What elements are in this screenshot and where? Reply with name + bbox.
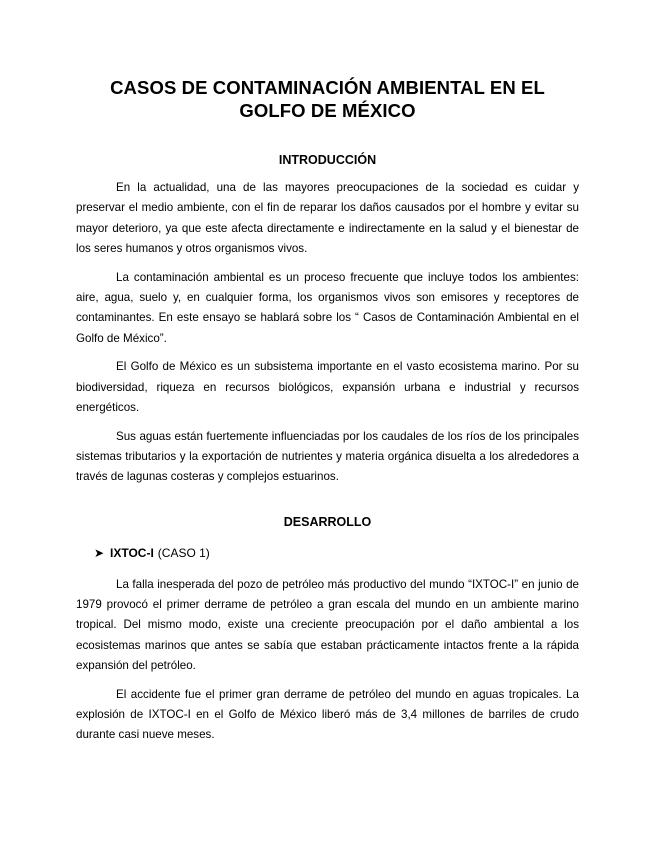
document-title	[76, 76, 579, 122]
document-title-line-1: CASOS DE CONTAMINACIÓN AMBIENTAL EN EL	[110, 77, 545, 98]
section-heading-introduccion: INTRODUCCIÓN	[278, 153, 377, 167]
arrowhead-bullet-icon: ➤	[94, 545, 105, 560]
case-1-paragraph-1: La falla inesperada del pozo de petróleo más productivo del mundo “IXTOC-I” en junio de 1979 provocó el primer derrame de petróleo a gran escala del mundo en un ambiente marino tropical. Del mismo modo, existe una creciente preocupación por el daño ambiental a los ecosistemas marinos que antes se sabía que estaban prácticamente intactos frente a la rápida expansión del petróleo.	[76, 577, 579, 672]
intro-paragraph-2: La contaminación ambiental es un proceso frecuente que incluye todos los ambientes: aire, agua, suelo y, en cualquier forma, los organismos vivos son emisores y receptores de contaminantes. En este ensayo se hablará sobre los “ Casos de Contaminación Ambiental en el Golfo de México”.	[76, 270, 579, 345]
section-heading-desarrollo: DESARROLLO	[283, 514, 372, 529]
case-1-heading	[76, 543, 579, 563]
document-title-line-2: GOLFO DE MÉXICO	[239, 100, 416, 121]
intro-paragraph-4: Sus aguas están fuertemente influenciadas por los caudales de los ríos de los principales sistemas tributarios y la exportación de nutrientes y materia orgánica disuelta a los alrededores a través de lagunas costeras y complejos estuarinos.	[76, 429, 579, 484]
intro-paragraph-3: El Golfo de México es un subsistema importante en el vasto ecosistema marino. Por su biodiversidad, riqueza en recursos biológicos, expansión urbana e industrial y recursos energéticos.	[76, 360, 579, 414]
intro-paragraph-1: En la actualidad, una de las mayores preocupaciones de la sociedad es cuidar y preservar el medio ambiente, con el fin de reparar los daños causados por el hombre y evitar su mayor deterioro, ya que este afecta directamente e indirectamente en la salud y el bienestar de los seres humanos y otros organismos vivos.	[76, 181, 579, 255]
case-1-name: IXTOC-I	[110, 545, 154, 560]
case-1-label: (CASO 1)	[157, 545, 210, 560]
case-1-paragraph-2: El accidente fue el primer gran derrame de petróleo del mundo en aguas tropicales. La explosión de IXTOC-I en el Golfo de México liberó más de 3,4 millones de barriles de crudo durante casi nueve meses.	[76, 687, 579, 742]
